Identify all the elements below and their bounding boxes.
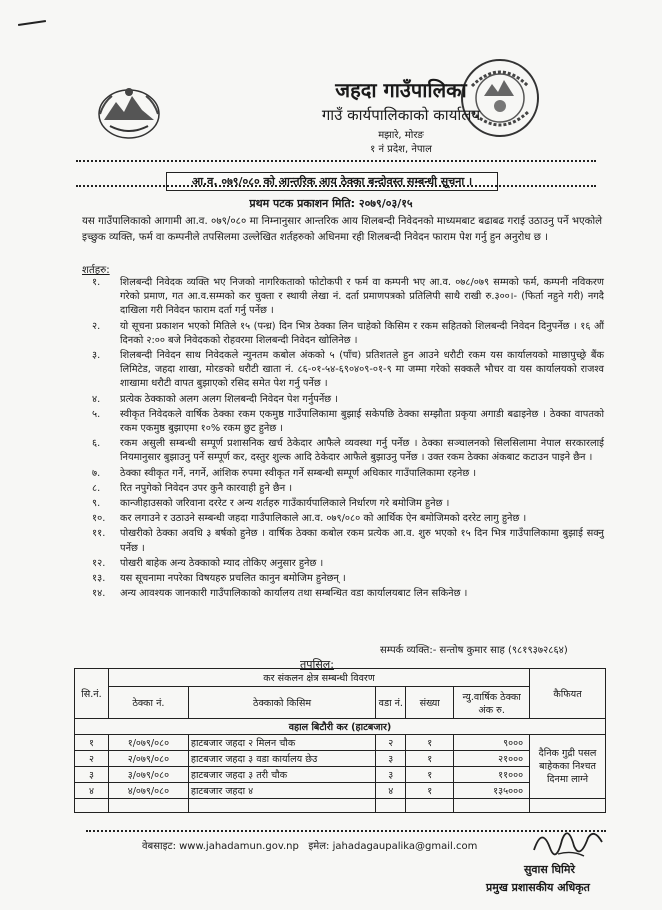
table-row: [75, 783, 606, 799]
cell-empty: [108, 799, 188, 813]
term-text: ठेक्का स्वीकृत गर्ने, नगर्ने, आंशिक रुपमा स्वीकृत गर्ने सम्बन्धी सम्पूर्ण अधिकार गाउँपालिकामा रहनेछ ।: [120, 467, 477, 479]
notice-title: आ.व. ०७९/०८० को आन्तरिक आय ठेक्का बन्दोवस्त सम्बन्धी सूचना ।: [166, 172, 498, 191]
office-province: १ नं प्रदेश, नेपाल: [370, 144, 432, 155]
cell-qty: १: [406, 735, 454, 751]
office-address: मझारे, मोरङ: [378, 130, 424, 141]
signatory-title: प्रमुख प्रशासकीय अधिकृत: [486, 881, 590, 894]
divider: [76, 160, 596, 162]
intro-paragraph: यस गाउँपालिकाको आगामी आ.व. ०७९/०८० मा निम्नानुसार आन्तरिक आय शिलबन्दी निवेदनको माध्यमबाट बढाबढ गराई उठाउनु पर्ने भएकोले इच्छुक व्यक्ति, फर्म वा कम्पनीले तपसिलमा उल्लेखित शर्तहरुको अधिनमा रही शिलबन्दी निवेदन फाराम पेश गर्नु हुन अनुरोध छ ।: [82, 216, 602, 243]
col-header-type: ठेक्काको किसिम: [188, 687, 375, 719]
col-header-remarks: कैफियत: [530, 669, 606, 719]
term-item: [88, 527, 604, 555]
col-header-ward: वडा नं.: [376, 687, 406, 719]
term-item: [88, 276, 604, 319]
cell-type: हाटबजार जहदा ३ तरी चौक: [188, 767, 375, 783]
table-section: वहाल बिटौरी कर (हाटबजार): [75, 719, 606, 735]
signatory-name: सुवास घिमिरे: [524, 863, 575, 876]
cell-qty: १: [406, 767, 454, 783]
term-number: ८.: [92, 482, 101, 494]
term-text: कर लगाउने र उठाउने सम्बन्धी जहदा गाउँपालिकाले आ.व. ०७९/०८० को आर्थिक ऐन बमोजिमको दररेट लागु हुनेछ ।: [120, 513, 527, 525]
cell-contract-no: ३/०७९/०८०: [108, 767, 188, 783]
cell-contract-no: १/०७९/०८०: [108, 735, 188, 751]
cell-empty: [376, 799, 406, 813]
cell-empty: [406, 799, 454, 813]
cell-amount: १३५०००: [454, 783, 530, 799]
publication-date: प्रथम पटक प्रकाशन मिति: २०७९/०३/१५: [249, 197, 413, 210]
term-text: कान्जीहाउसको जरिवाना दररेट र अन्य शर्तहरु गाउँकार्यपालिकाले निर्धारण गरे बमोजिम हुनेछ ।: [120, 498, 450, 510]
cell-empty: [188, 799, 375, 813]
table-row: [75, 735, 606, 751]
cell-amount: ११०००: [454, 767, 530, 783]
term-number: ४.: [92, 393, 101, 405]
term-text: पोखरीको ठेक्का अवधि ३ बर्षको हुनेछ । वार्षिक ठेक्का कबोल रकम प्रत्येक आ.व. शुरु भएको १५ दिन भित्र गाउँपालिकामा बुझाई सक्नु पर्नेछ ।: [120, 528, 604, 554]
term-text: शिलबन्दी निवेदन साथ निवेदकले न्युनतम कबोल अंकको ५ (पाँच) प्रतिशतले हुन आउने धरौटी रकम यस कार्यालयको माछापुच्छ्रे बैंक लिमिटेड, जहदा शाखा, मोरङको धरौटी खाता नं. ८६-०१-५४-६९०४०९-०१-९ मा जम्मा गरेको सक्कलै भौचर वा यस कार्यालयको राजश्व शाखामा धरौटी वापत बुझाएको रसिद समेत पेश गर्नु पर्नेछ ।: [120, 350, 604, 390]
cell-sn: ४: [75, 783, 109, 799]
term-number: १४.: [92, 588, 106, 600]
term-number: १३.: [92, 573, 106, 585]
cell-qty: १: [406, 783, 454, 799]
term-number: १२.: [92, 557, 106, 569]
term-item: [88, 482, 604, 496]
term-item: [88, 467, 604, 481]
cell-qty: १: [406, 751, 454, 767]
contract-table: [74, 668, 606, 813]
term-item: [88, 512, 604, 526]
term-number: ३.: [92, 350, 101, 362]
term-text: रित नपुगेको निवेदन उपर कुनै कारवाही हुने छैन ।: [120, 482, 293, 494]
cell-sn: ३: [75, 767, 109, 783]
term-text: यस सूचनामा नपरेका विषयहरु प्रचलित कानुन बमोजिम हुनेछन् ।: [120, 573, 346, 585]
term-number: ५.: [92, 408, 101, 420]
table-title: तपसिल:: [300, 658, 334, 671]
cell-remarks: दैनिक गुद्री पसल बाहेकका निश्चत दिनमा लाग्ने: [530, 735, 606, 799]
footer-contact: [142, 838, 477, 852]
term-text: शिलबन्दी निवेदक व्यक्ति भए निजको नागरिकताको फोटोकपी र फर्म वा कम्पनी भए आ.व. ०७८/०७९ सम्मको फर्म, कम्पनी नविकरण गरेको प्रमाण, गत आ.व.सम्मको कर चुक्ता र स्थायी लेखा नं. दर्ता प्रमाणपत्रको प्रतिलिपी साथै राखी रु.३००।- (फिर्ता नहुने गरी) नगदै दाखिला गरी निवेदन फाराम दर्ता गर्नु पर्नेछ ।: [120, 277, 604, 317]
term-item: [88, 437, 604, 465]
col-header-group: कर संकलन क्षेत्र सम्बन्धी विवरण: [108, 669, 529, 687]
term-number: २.: [92, 320, 101, 332]
cell-type: हाटबजार जहदा ४: [188, 783, 375, 799]
cell-type: हाटबजार जहदा २ मिलन चौक: [188, 735, 375, 751]
term-text: रकम असुली सम्बन्धी सम्पूर्ण प्रशासनिक खर्च ठेकेदार आफैले व्यवस्था गर्नु पर्नेछ । ठेक्का सञ्चालनको सिलसिलामा नेपाल सरकारलाई नियमानुसार बुझाउनु पर्ने सम्पूर्ण कर, दस्तुर शुल्क आदि ठेकेदार आफैले बुझाउनु पर्नेछ । उक्त रकम ठेक्का अंकबाट कटाउन पाइने छैन ।: [120, 438, 604, 464]
term-item: [88, 557, 604, 571]
term-number: १.: [92, 277, 101, 288]
term-number: ७.: [92, 467, 101, 479]
pen-mark: [18, 20, 46, 26]
term-item: [88, 497, 604, 511]
website-link[interactable]: वेबसाइट: www.jahadamun.gov.np: [142, 841, 299, 852]
term-text: अन्य आवश्यक जानकारी गाउँपालिकाको कार्यालय तथा सम्बन्धित वडा कार्यालयबाट लिन सकिनेछ ।: [120, 588, 468, 600]
term-item: [88, 320, 604, 348]
col-header-sn: सि.नं.: [75, 669, 109, 719]
col-header-qty: संख्या: [406, 687, 454, 719]
term-text: प्रत्येक ठेक्काको अलग अलग शिलबन्दी निवेदन पेश गर्नुपर्नेछ ।: [120, 393, 338, 405]
divider: [76, 185, 596, 187]
term-item: [88, 408, 604, 436]
cell-contract-no: २/०७९/०८०: [108, 751, 188, 767]
cell-ward: २: [376, 735, 406, 751]
term-number: ९.: [92, 498, 101, 510]
term-item: [88, 572, 604, 586]
term-text: पोखरी बाहेक अन्य ठेक्काको म्याद तोकिए अनुसार हुनेछ ।: [120, 557, 324, 569]
email-link[interactable]: इमेल: jahadagaupalika@gmail.com: [308, 841, 478, 852]
table-row: [75, 767, 606, 783]
cell-ward: ४: [376, 783, 406, 799]
office-name: गाउँ कार्यपालिकाको कार्यालय: [321, 106, 481, 124]
table-row: [75, 751, 606, 767]
contact-person: सम्पर्क व्यक्ति:- सन्तोष कुमार साह (९८१९३७२८६४): [380, 645, 568, 656]
term-text: यो सूचना प्रकाशन भएको मितिले १५ (पन्ध्र) दिन भित्र ठेक्का लिन चाहेको किसिम र रकम सहितको शिलबन्दी निवेदन दिनुपर्नेछ । १६ औं दिनको २:०० बजे निवेदकको रोहवरमा शिलबन्दी निवेदन खोलिनेछ ।: [120, 320, 604, 346]
cell-ward: ३: [376, 751, 406, 767]
cell-amount: २१०००: [454, 751, 530, 767]
cell-empty: [454, 799, 530, 813]
cell-type: हाटबजार जहदा ३ वडा कार्यालय छेउ: [188, 751, 375, 767]
cell-empty: [75, 799, 109, 813]
term-number: ११.: [92, 528, 106, 540]
municipality-name: जहदा गाउँपालिका: [335, 78, 467, 102]
cell-sn: २: [75, 751, 109, 767]
cell-ward: ३: [376, 767, 406, 783]
cell-empty: [530, 799, 606, 813]
col-header-contract-no: ठेक्का नं.: [108, 687, 188, 719]
term-item: [88, 349, 604, 392]
term-number: १०.: [92, 513, 106, 525]
terms-heading: शर्तहरु:: [82, 265, 110, 276]
cell-amount: ९०००: [454, 735, 530, 751]
col-header-amount: न्यु.वार्षिक ठेक्का अंक रु.: [454, 687, 530, 719]
term-item: [88, 587, 604, 601]
term-item: [88, 393, 604, 407]
cell-sn: १: [75, 735, 109, 751]
cell-contract-no: ४/०७९/०८०: [108, 783, 188, 799]
term-text: स्वीकृत निवेदकले वार्षिक ठेक्का रकम एकमुष्ठ गाउँपालिकामा बुझाई सकेपछि ठेक्का सम्झौता प्रकृया अगाडी बढाइनेछ । ठेक्का वापतको रकम एकमुष्ठ बुझाएमा १०% रकम छुट हुनेछ ।: [120, 408, 604, 435]
terms-list: [88, 276, 604, 602]
term-number: ६.: [92, 438, 101, 450]
